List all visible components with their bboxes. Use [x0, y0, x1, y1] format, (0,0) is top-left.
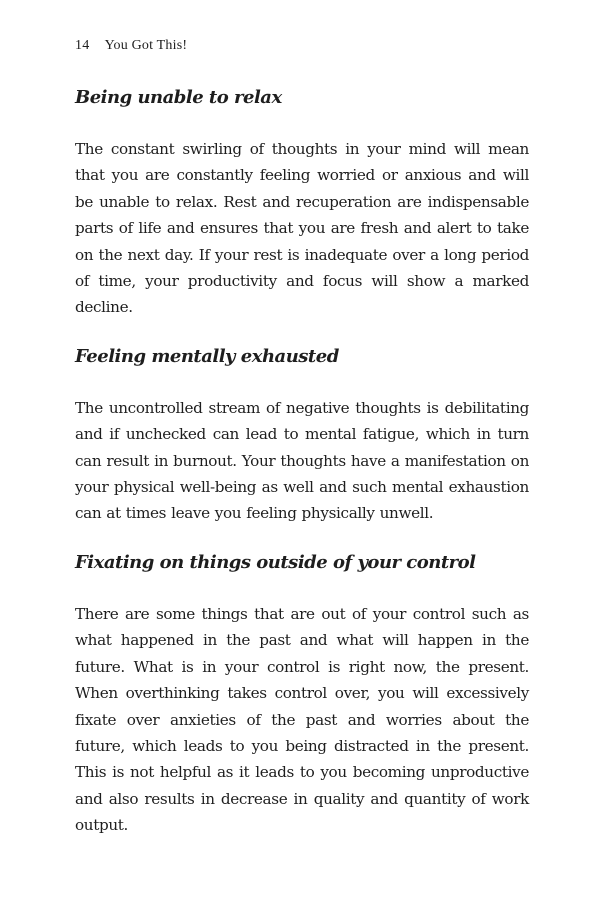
section-heading: Fixating on things outside of your control — [75, 551, 476, 573]
page-number: 14 — [75, 38, 90, 53]
section-fixating-on-things — [75, 549, 529, 839]
section-feeling-mentally-exhausted — [75, 343, 529, 527]
book-title: You Got This! — [104, 38, 188, 53]
section-paragraph: The constant swirling of thoughts in your mind will mean that you are constantly feeling worried or anxious and will be unable to relax. Rest and recuperation are indispensable parts of life and ensures that you are fresh and alert to take on the next day. If your rest is inadequate over a long period of time, your productivity and focus will show a marked decline. — [75, 140, 529, 317]
section-paragraph: There are some things that are out of your control such as what happened in the past and what will happen in the future. What is in your control is right now, the present. When overthinking takes control over, you will excessively fixate over anxieties of the past and worries about the future, which leads to you being distracted in the present. This is not helpful as it leads to you becoming unproductive and also results in decrease in quality and quantity of work output. — [75, 604, 529, 835]
section-heading: Feeling mentally exhausted — [75, 345, 339, 367]
section-paragraph: The uncontrolled stream of negative thoughts is debilitating and if unchecked can lead to mental fatigue, which in turn can result in burnout. Your thoughts have a manifestation on your physical well-being as well and such mental exhaustion can at times leave you feeling physically unwell. — [75, 398, 529, 523]
section-being-unable-to-relax — [75, 84, 529, 321]
running-header — [75, 38, 187, 54]
page-content — [75, 84, 529, 861]
section-heading: Being unable to relax — [75, 87, 282, 108]
